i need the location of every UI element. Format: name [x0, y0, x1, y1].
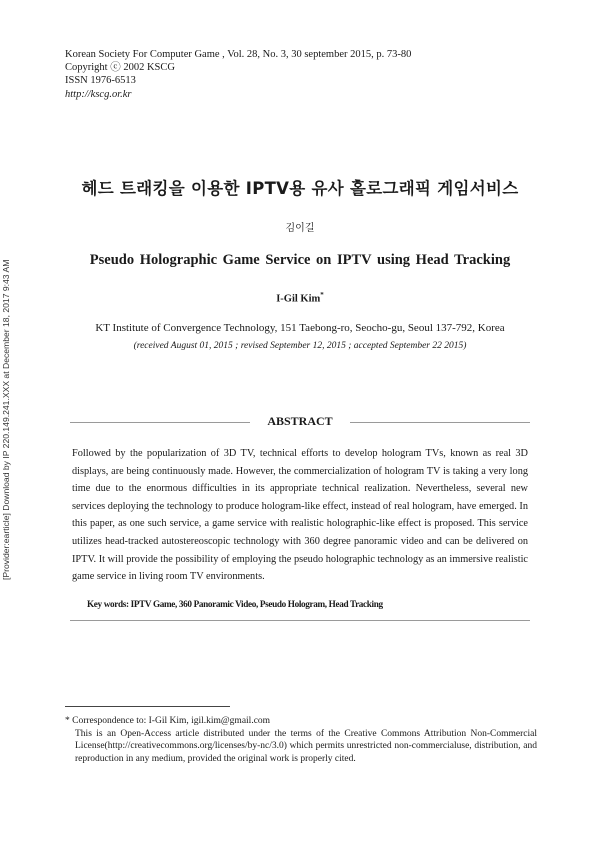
english-title: Pseudo Holographic Game Service on IPTV using Head Tracking [89, 252, 511, 268]
journal-header [65, 48, 411, 101]
correspondence-note: * Correspondence to: I-Gil Kim, igil.kim@gmail.com [65, 716, 271, 726]
keywords: Key words: IPTV Game, 360 Panoramic Video, Pseudo Hologram, Head Tracking [87, 599, 383, 609]
corresponding-mark: * [320, 291, 324, 299]
journal-url[interactable]: http://kscg.or.kr [65, 88, 132, 100]
korean-author: 김이길 [285, 223, 315, 234]
keywords-rule [70, 620, 530, 621]
abstract-body: Followed by the popularization of 3D TV, technical efforts to develop hologram TVs, known as real 3D displays, are being continuously made. However, the commercialization of hologram TV is taking a very long time due to the enormous difficulties in its appropriate technical realization. Nevertheless, several new services deploying the technology to produce hologram-like effect, instead of real hologram, have emerged. In this paper, as one such service, a game service with realistic holographic-like effect is proposed. This service utilizes head-tracked autostereoscopic technology with 360 degree panoramic video and can be delivered on IPTV. It will provide the possibility of employing the pseudo holographic technology as an immersive realistic game service in living room TV environments. [72, 448, 528, 583]
submission-dates: (received August 01, 2015 ; revised September 12, 2015 ; accepted September 22 2015) [133, 341, 467, 351]
copyright-line: Copyright ⓒ 2002 KSCG [65, 62, 175, 74]
korean-title: 헤드 트래킹을 이용한 IPTV용 유사 홀로그래픽 게임서비스 [81, 179, 519, 198]
english-author [0, 291, 600, 305]
download-stamp: [Provider:earticle] Download by IP 220.149.241.XXX at December 18, 2017 9:43 AM [1, 259, 11, 580]
footnote [65, 715, 537, 765]
license-note: This is an Open-Access article distributed under the terms of the Creative Commons Attribution Non-Commercial License(http://creativecommons.org/licenses/by-nc/3.0) which permits unrestricted non-commercialuse, distribution, and reproduction in any medium, provided the original work is properly cited. [75, 728, 537, 764]
affiliation: KT Institute of Convergence Technology, 151 Taebong-ro, Seocho-gu, Seoul 137-792, Korea [95, 322, 505, 334]
issn-line: ISSN 1976-6513 [65, 75, 136, 87]
journal-citation: Korean Society For Computer Game , Vol. 28, No. 3, 30 september 2015, p. 73-80 [65, 49, 412, 60]
abstract-heading: ABSTRACT [267, 414, 333, 428]
author-name: I-Gil Kim [276, 293, 321, 305]
abstract-rule-right [350, 422, 530, 423]
footnote-rule [65, 706, 230, 707]
